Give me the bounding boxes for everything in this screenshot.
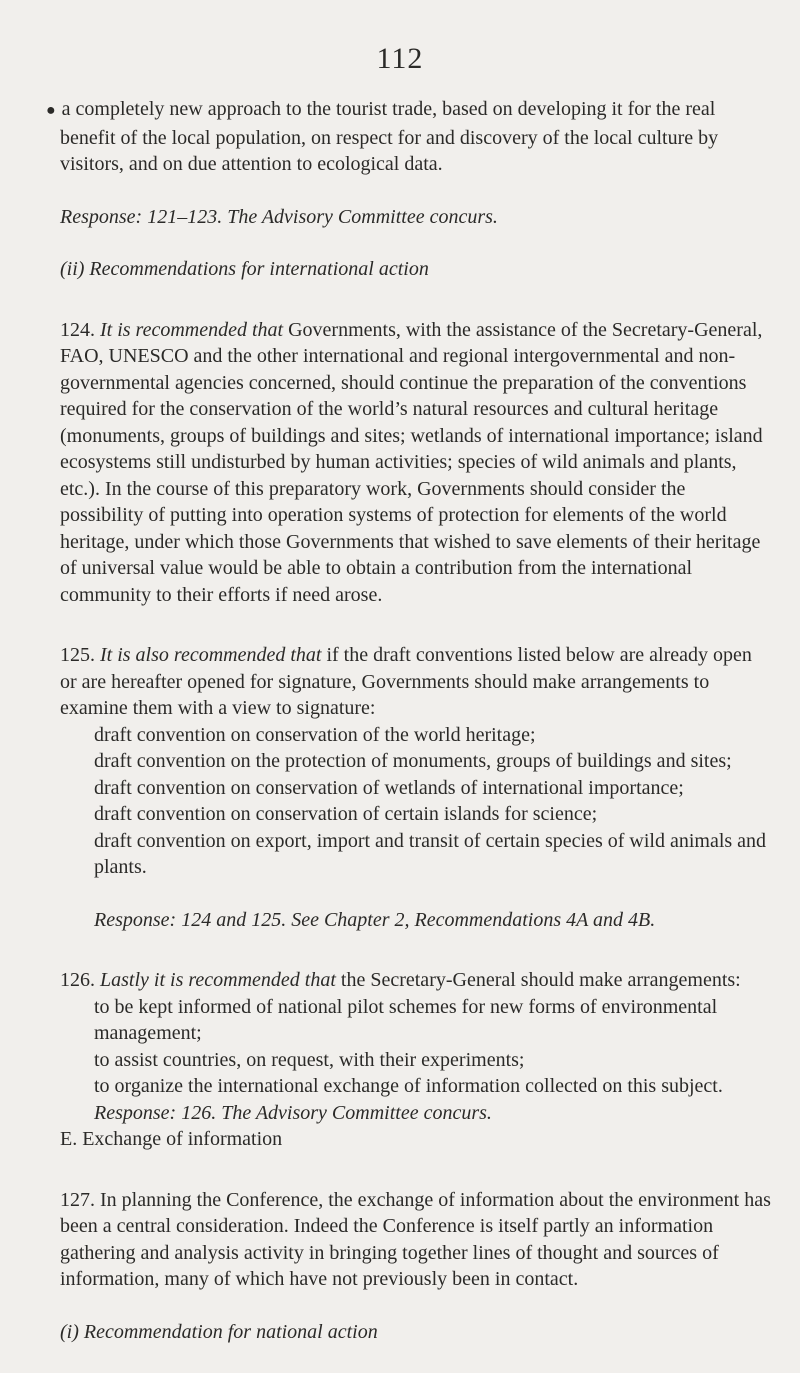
paragraph-125 — [60, 642, 772, 722]
paragraph-124 — [60, 317, 772, 609]
section-e-heading: E. Exchange of information — [60, 1128, 283, 1150]
paragraph-126 — [60, 967, 772, 994]
paragraph-125-lead: It is also recommended that — [100, 644, 322, 666]
response-121-123: Response: 121–123. The Advisory Committee concurs. — [60, 205, 498, 228]
paragraph-125-text: if the draft conventions listed below are already open or are hereafter opened for signature, Governments should make arrangements to examine them with a view to signature: — [60, 644, 752, 719]
page-number: 112 — [376, 42, 424, 75]
paragraph-127 — [60, 1187, 772, 1293]
list-item: draft convention on conservation of the world heritage; — [94, 723, 536, 746]
list-item: to assist countries, on request, with their experiments; — [94, 1048, 525, 1071]
list-item: to organize the international exchange of information collected on this subject. — [94, 1075, 723, 1097]
list-item: draft convention on export, import and transit of certain species of wild animals and plants. — [94, 829, 767, 878]
response-126: Response: 126. The Advisory Committee concurs. — [94, 1101, 492, 1124]
section-i-heading: (i) Recommendation for national action — [60, 1320, 378, 1343]
paragraph-127-text: In planning the Conference, the exchange of information about the environment has been a central consideration. Indeed the Conference is itself partly an information gathering and analysis activity in bringing together lines of thought and sources of information, many of which have not previously been in contact. — [60, 1188, 771, 1290]
paragraph-126-text: the Secretary-General should make arrangements: — [340, 969, 741, 991]
list-item: to be kept informed of national pilot schemes for new forms of environmental management; — [94, 995, 718, 1044]
bullet-paragraph — [46, 96, 772, 178]
list-item: draft convention on the protection of monuments, groups of buildings and sites; — [94, 750, 732, 772]
paragraph-124-number: 124. — [60, 318, 95, 341]
paragraph-125-number: 125. — [60, 644, 95, 666]
response-124-125: Response: 124 and 125. See Chapter 2, Recommendations 4A and 4B. — [94, 908, 656, 931]
list-item: draft convention on conservation of wetlands of international importance; — [94, 776, 684, 799]
paragraph-127-number: 127. — [60, 1188, 95, 1211]
bullet-icon: ● — [46, 102, 56, 119]
paragraph-126-number: 126. — [60, 969, 95, 991]
section-ii-heading: (ii) Recommendations for international action — [60, 258, 429, 280]
paragraph-124-text: Governments, with the assistance of the Secretary-General, FAO, UNESCO and the other international and regional intergovernmental and non-governmental agencies concerned, should continue the preparation of the conventions required for the conservation of the world’s natural resources and cultural heritage (monuments, groups of buildings and sites; wetlands of international importance; island ecosystems still undisturbed by human activities; species of wild animals and plants, etc.). In the course of this preparatory work, Governments should consider the possibility of putting into operation systems of protection for elements of the world heritage, under which those Governments that wished to save elements of their heritage of universal value would be able to obtain a contribution from the international community to their efforts if need arose. — [60, 318, 763, 606]
bullet-paragraph-text: a completely new approach to the tourist trade, based on developing it for the real benefit of the local population, on respect for and discovery of the local culture by visitors, and on due attention to ecological data. — [60, 98, 719, 175]
page-body — [46, 96, 772, 1345]
list-item: draft convention on conservation of certain islands for science; — [94, 803, 598, 825]
paragraph-124-lead: It is recommended that — [100, 318, 284, 341]
paragraph-126-lead: Lastly it is recommended that — [100, 969, 336, 991]
